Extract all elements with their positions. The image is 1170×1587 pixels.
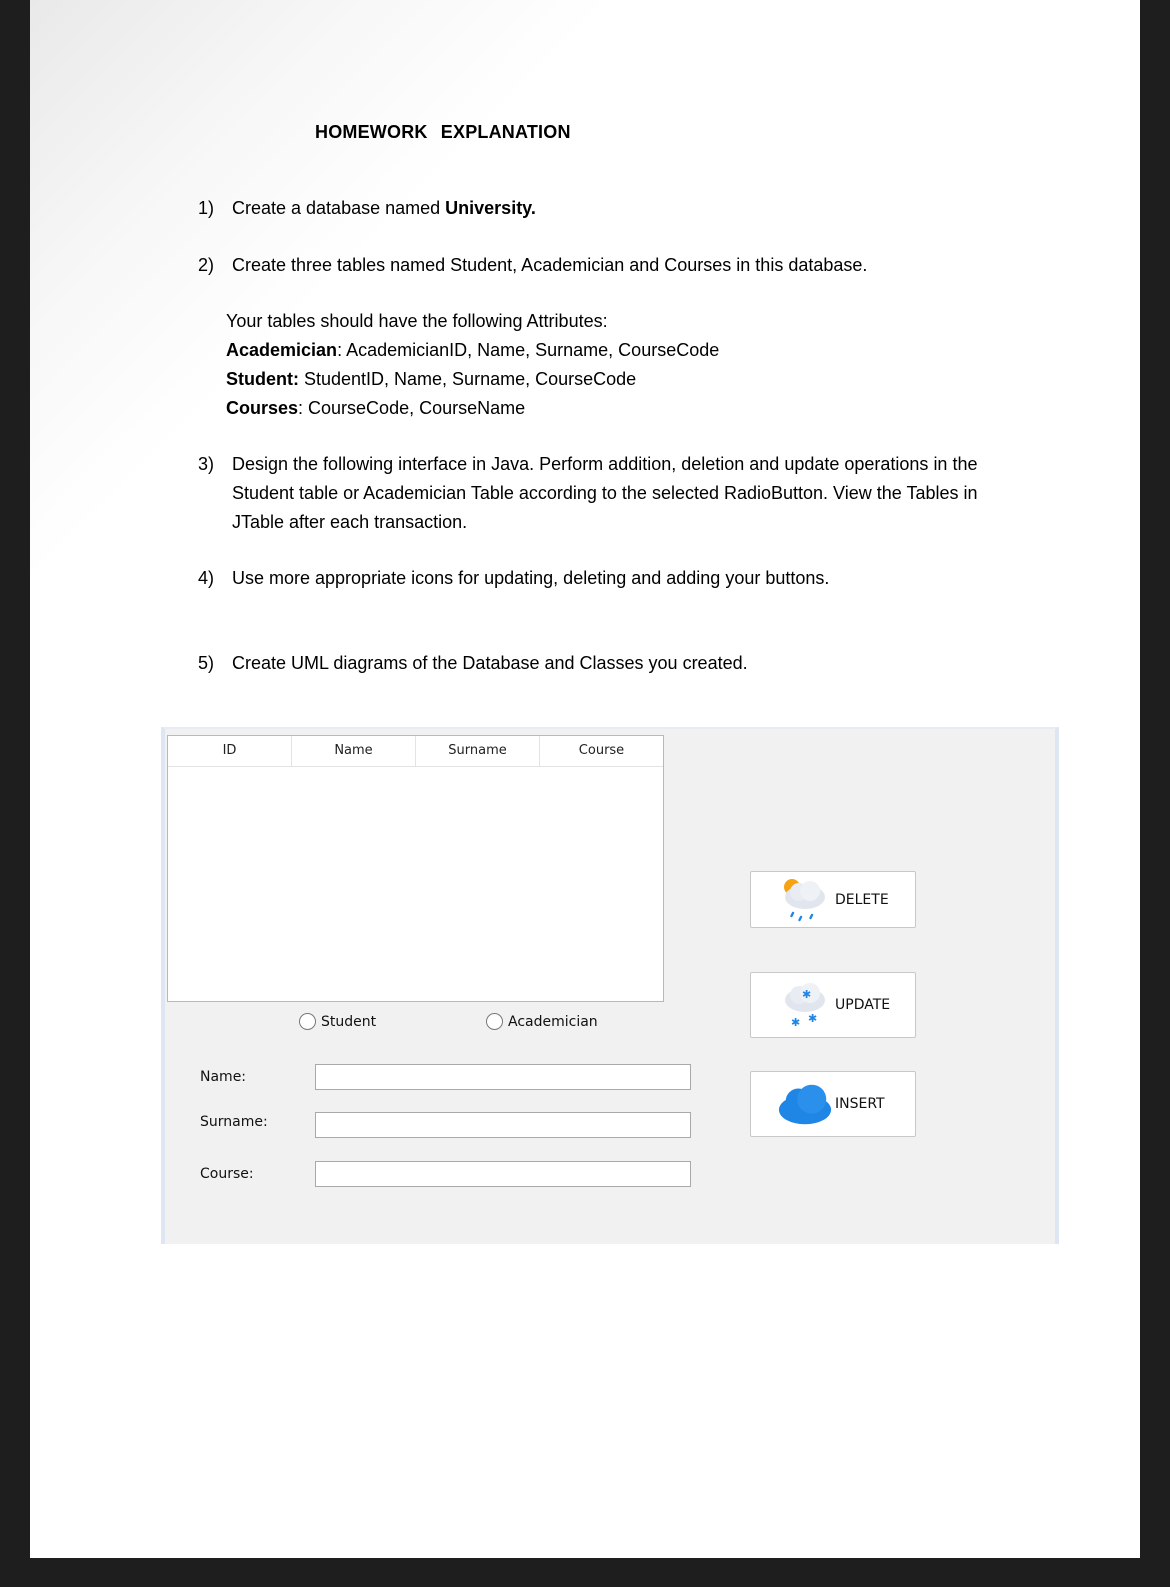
page-title: HOMEWORK EXPLANATION <box>315 122 571 142</box>
student-radio[interactable]: Student <box>299 1013 376 1030</box>
column-surname[interactable]: Surname <box>416 736 540 766</box>
name-field[interactable] <box>315 1064 691 1090</box>
course-field[interactable] <box>315 1161 691 1187</box>
surname-label: Surname: <box>200 1114 268 1130</box>
radio-circle[interactable] <box>299 1013 316 1030</box>
column-id[interactable]: ID <box>168 736 292 766</box>
svg-text:✱: ✱ <box>808 1012 818 1025</box>
academician-radio[interactable]: Academician <box>486 1013 598 1030</box>
insert-button[interactable]: INSERT <box>750 1071 916 1137</box>
jtable-header <box>168 736 663 767</box>
blue-cloud-icon <box>777 1072 833 1136</box>
svg-text:✱: ✱ <box>802 988 812 1001</box>
cloud-snow-icon <box>777 973 833 1037</box>
student-attributes: Student: StudentID, Name, Surname, CourseCode <box>226 369 637 389</box>
attributes-block <box>226 307 719 423</box>
name-label: Name: <box>200 1069 247 1085</box>
jtable[interactable] <box>167 735 664 1002</box>
delete-button[interactable]: DELETE <box>750 871 916 928</box>
update-button[interactable]: ✱ ✱ ✱ UPDATE <box>750 972 916 1038</box>
attributes-intro: Your tables should have the following Attributes: <box>226 311 608 331</box>
courses-attributes: Courses: CourseCode, CourseName <box>226 398 526 418</box>
java-interface-mockup <box>161 727 1059 1244</box>
column-course[interactable]: Course <box>578 743 625 758</box>
column-name[interactable]: Name <box>292 736 416 766</box>
academician-attributes: Academician: AcademicianID, Name, Surname, CourseCode <box>226 340 720 360</box>
course-label: Course: <box>200 1166 254 1182</box>
cloud-rain-sun-icon <box>777 872 833 927</box>
svg-text:✱: ✱ <box>791 1016 801 1029</box>
radio-circle[interactable] <box>486 1013 503 1030</box>
surname-field[interactable] <box>315 1112 691 1138</box>
document-page: HOMEWORK EXPLANATION 1) Create a database named University. 2) Create three tables named Student, Academician and Courses in this database. Your tables should have the following Attributes: Academician: AcademicianID, Name, Surname, CourseCode Student: StudentID, Name, Surname, CourseCode Courses: CourseCode, CourseName 3) Design the following interface in Java. Perform addition, deletion and update operations in the Student table or Academician Table according to the selected RadioButton. View the Tables in JTable after each transaction. 4) Use more appropriate icons for updating, deleting and adding your buttons. 5) Create UML diagrams of the Database and Classes you created. ID Name Surname Course Student Academician Name: Surname: Course: DELETE ✱ ✱ ✱ UPDATE INSERT <box>30 0 1140 1558</box>
